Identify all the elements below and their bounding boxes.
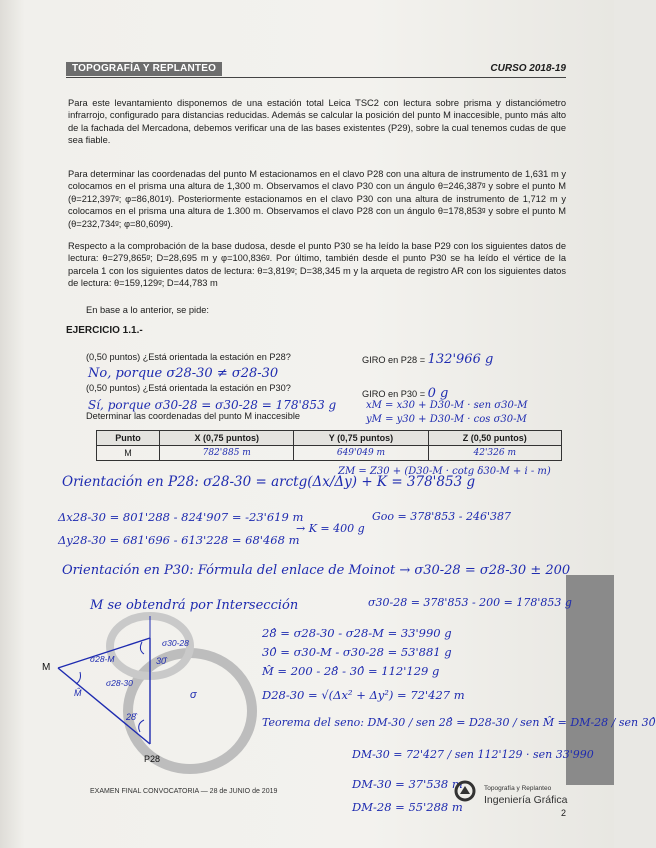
header-title: TOPOGRAFÍA Y REPLANTEO [66,62,222,76]
giro-p28 [362,352,493,367]
table-row [97,446,562,461]
footer-subject: Topografía y Replanteo [484,785,552,792]
hw-intersection: M se obtendrá por Intersección [90,598,299,613]
hw-orientation-p28: Orientación en P28: σ28-30 = arctg(Δx/Δy) + K = 378'853 g [62,474,476,490]
paragraph-intro: Para este levantamiento disponemos de una estación total Leica TSC2 con lectura sobre prisma y distanciómetro infrarrojo, configurado para distancias reducidas. Además se calcular la posición del punto M inaccesible, punto más alto de la fachada del Mercadona, debemos verificar una de las bases existentes (P29), sobre la cual tenemos cudas de que sea fiable. [68,98,566,146]
footer-exam: EXAMEN FINAL CONVOCATORIA — 28 de JUNIO de 2019 [90,788,278,795]
page-header [66,62,566,78]
hw-sine-theorem: Teorema del seno: DM-30 / sen 28̂ = D28-30 / sen M̂ = DM-28 / sen 30̂ [262,716,656,729]
sketch-label-p28: P28 [144,754,161,764]
hw-distance-28-30: D28-30 = √(Δx² + Δy²) = 72'427 m [262,688,465,702]
giro-p28-label: GIRO en P28 = [362,355,426,365]
giro-p30-label: GIRO en P30 = [362,389,426,399]
sketch-angle-28-arc [139,720,144,732]
giro-p30-value: 0 g [427,386,449,401]
cell-punto: M [97,446,160,461]
hw-dm30-calc: DM-30 = 72'427 / sen 112'129 · sen 33'990 [352,748,594,761]
hw-delta-x: Δx28-30 = 801'288 - 824'907 = -23'619 m [58,510,304,524]
col-punto: Punto [97,431,160,446]
hw-delta-y: Δy28-30 = 681'696 - 613'228 = 68'468 m [58,533,300,547]
sketch-label-m-angle: M̂ [74,688,82,698]
sketch-label-sigma: σ [190,689,197,701]
hw-zm-formula: ZM = Z30 + (D30-M · cotg δ30-M + i - m) [338,466,551,477]
paragraph-coordinates: Para determinar las coordenadas del punto M estacionamos en el clavo P28 con una altura de instrumento de 1,631 m y colocamos en el prisma una altura de 1,300 m. Observamos el clavo P30 con un ángulo θ=246,387ᵍ y sobre el punto M (θ=212,397ᵍ; φ=86,801ᵍ). Posteriormente estacionamos en el clavo P30 con una altura de instrumento de 1,712 m y colocamos en el prisma una altura de 1.300 m. Observamos el clavo P28 con un ángulo θ=178,853ᵍ y sobre el punto M (θ=232,734ᵍ; φ=80,609ᵍ). [68,169,566,229]
exercise-title: EJERCICIO 1.1.- [66,325,143,336]
question-2: (0,50 puntos) ¿Está orientada la estación en P30? [86,383,291,393]
answer-1: No, porque σ28-30 ≠ σ28-30 [88,366,279,381]
hw-goo: Goo = 378'853 - 246'387 [372,510,511,523]
footer-department: Ingeniería Gráfica [484,794,568,806]
giro-p28-value: 132'966 g [427,352,494,367]
cell-x: 782'885 m [160,446,294,461]
formula-xm: xM = x30 + D30-M · sen σ30-M [366,400,528,411]
paragraph-base-check: Respecto a la comprobación de la base dudosa, desde el punto P30 se ha leído la base P29 con los siguientes datos de lectura: θ=279,865ᵍ; D=28,695 m y φ=100,836ᵍ. Por último, también desde el punto P30 se ha leído el vértice de la parcela 1 con los siguientes datos de lectura: θ=3,819ᵍ; D=38,345 m y la arqueta de registro AR con los siguientes datos de lectura: θ=159,129ᵍ; D=44,783 m [68,241,566,289]
hw-k: → K = 400 g [296,522,365,535]
sketch-label-sigma-30-28: σ30-28 [162,638,189,648]
sketch-label-sigma-28-30: σ28-30 [106,678,133,688]
table-header-row [97,431,562,446]
hw-dm28-result: DM-28 = 55'288 m [352,800,463,814]
col-x: X (0,75 puntos) [160,431,294,446]
hw-sigma-30-28: σ30-28 = 378'853 - 200 = 178'853 g [368,596,572,609]
hw-angle-28: 28̂ = σ28-30 - σ28-M = 33'990 g [262,626,452,640]
sketch-angle-30-arc [140,642,144,654]
answer-2: Sí, porque σ30-28 = σ30-28 = 178'853 g [88,398,337,412]
col-y: Y (0,75 puntos) [294,431,428,446]
hw-orientation-p30: Orientación en P30: Fórmula del enlace de Moinot → σ30-28 = σ28-30 ± 200 [62,563,571,578]
sketch-circle-big [128,653,252,769]
header-rule [66,77,566,78]
page-number: 2 [561,808,567,818]
sketch-label-sigma-28m: σ28-M [90,654,115,664]
cell-z: 42'326 m [428,446,562,461]
paragraph-ask: En base a lo anterior, se pide: [86,305,210,315]
sketch-label-angle-30: 30̂ [156,656,167,666]
sketch-label-m: M [42,662,51,673]
intersection-sketch [40,616,255,776]
hw-dm30-result: DM-30 = 37'538 m [352,777,463,791]
department-logo-icon [452,780,478,802]
hw-angle-30: 30̂ = σ30-M - σ30-28 = 53'881 g [262,645,452,659]
sketch-angle-m-arc [76,672,81,684]
sketch-label-angle-28: 28̂ [126,712,137,722]
col-z: Z (0,50 puntos) [428,431,562,446]
cell-y: 649'049 m [294,446,428,461]
results-table [96,430,562,461]
formula-ym: yM = y30 + D30-M · cos σ30-M [366,414,527,425]
header-course: CURSO 2018-19 [490,63,566,74]
hw-angle-m: M̂ = 200 - 28̂ - 30̂ = 112'129 g [262,664,440,678]
giro-p30 [362,386,448,401]
question-3: Determinar las coordenadas del punto M inaccesible [86,411,300,421]
question-1: (0,50 puntos) ¿Está orientada la estación en P28? [86,352,291,362]
